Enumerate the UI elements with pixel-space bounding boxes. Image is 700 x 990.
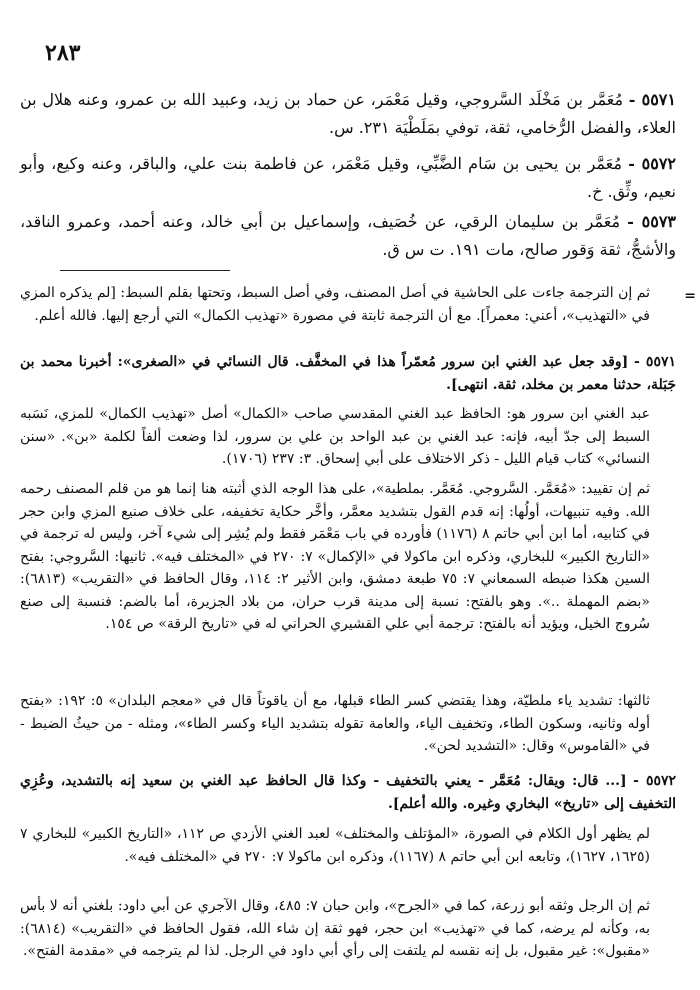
entry-5573 xyxy=(20,208,676,264)
note-number: ٥٥٧٢ - xyxy=(633,773,677,789)
entry-number: ٥٥٧٣ - xyxy=(627,212,677,231)
note-intro-text: ثم إن الترجمة جاءت على الحاشية في أصل المصنف، وفي أصل السبط، وتحتها بقلم السبط: [لم يذكره المزي في «التهذيب»، أعني: معمراً]. مع أن الترجمة ثابتة في مصورة «تهذيب الكمال» التي أرجع إليها. فالله أعلم. xyxy=(20,285,650,324)
note-5571 xyxy=(20,351,676,396)
note-paragraph xyxy=(20,690,676,758)
note-text: لم يظهر أول الكلام في الصورة، «المؤتلف والمختلف» لعبد الغني الأزدي ص ١١٢، «التاريخ الكبير» للبخاري ٧ (١٦٢٥، ١٦٢٧)، وتابعه ابن أبي حاتم ٨ (١١٦٧)، وذكره ابن ماكولا ٧: ٢٧٠ في «المختلف فيه». xyxy=(20,826,650,865)
note-intro xyxy=(20,282,676,327)
note-heading: [وقد جعل عبد الغني ابن سرور مُعمّراً هذا في المخفَّف. قال النسائي في «الصغرى»: أخبرنا محمد بن جَبَلة، حدثنا معمر بن مخلد، ثقة. انتهى]. xyxy=(20,354,676,393)
note-paragraph xyxy=(20,823,676,868)
note-text: ثالثها: تشديد ياء ملطيّة، وهذا يقتضي كسر الطاء قبلها، مع أن ياقوتاً قال في «معجم البلدان» ٥: ١٩٢: «بفتح أوله وثانيه، وسكون الطاء، وتخفيف الياء، والعامة تقوله بتشديد الياء وكسر الطاء»، ومثله - من حيثُ الضبط - في «القاموس» وقال: «التشديد لحن». xyxy=(20,693,650,754)
entry-number: ٥٥٧٢ - xyxy=(628,154,676,173)
page-number: ٢٨٣ xyxy=(45,40,81,66)
footnote-divider xyxy=(60,270,230,271)
note-paragraph xyxy=(20,478,676,636)
entry-5571 xyxy=(20,86,676,142)
entry-number: ٥٥٧١ - xyxy=(628,90,676,109)
note-number: ٥٥٧١ - xyxy=(633,354,676,370)
continuation-mark: = xyxy=(684,288,696,304)
note-text: ثم إن تقييد: «مُعَمَّر. السَّروجي. مُعَمَّر. بملطية»، على هذا الوجه الذي أثبته هنا إنما هو من قلم المصنف رحمه الله. وفيه تنبيهات، أولُها: إنه قدم القول بتشديد معمَّر، وأخَّر حكاية تخفيفه، على خلاف صنيع المزي وابن حجر في كتابيه، أما ابن أبي حاتم ٨ (١١٧٦) فأورده في باب مَعْمَر فقط ولم يُشِر إلى شيء آخر، وليس له ترجمة في «التاريخ الكبير» للبخاري، وذكره ابن ماكولا في «الإكمال» ٧: ٢٧٠ في «المختلف فيه». ثانيها: السَّروجي: بفتح السين هكذا ضبطه السمعاني ٧: ٧٥ طبعة دمشق، وابن الأثير ٢: ١١٤، وقال الحافظ في «التقريب» (٦٨١٣): «بضم المهملة ..». وهو بالفتح: نسبة إلى مدينة قرب حران، من بلاد الجزيرة، أما بالضم: فنسبة إلى صنع سُروج الخيل، ويؤيد أنه بالفتح: ترجمة أبي علي القشيري الحراني له في «تاريخ الرقة» ص ١٥٤. xyxy=(20,481,650,632)
note-paragraph xyxy=(20,895,676,963)
note-text: ثم إن الرجل وثقه أبو زرعة، كما في «الجرح»، وابن حبان ٧: ٤٨٥، وقال الآجري عن أبي داود: بلغني أنه لا بأس به، وكأنه لم يرضه، كما في «تهذيب» ابن حجر، فهو ثقة إن شاء الله، فقول الحافظ في «التقريب» (٦٨١٤): «مقبول»: غير مقبول، بل إنه نقسه لم يلتفت إلى رأي أبي داود في الرجل. لذا لم يترجمه في «مقدمة الفتح». xyxy=(20,898,651,959)
note-text: عبد الغني ابن سرور هو: الحافظ عبد الغني المقدسي صاحب «الكمال» أصل «تهذيب الكمال» للمزي، نَسَبه السبط إلى جدّ أبيه، فإنه: عبد الغني بن عبد الواحد بن علي بن سرور، لذا وضعت ألفاً لكلمة «بن». «سنن النسائي» كتاب قيام الليل - ذكر الاختلاف على أبي إسحاق. ٣: ٢٣٧ (١٧٠٦). xyxy=(20,406,650,467)
note-paragraph xyxy=(20,403,676,471)
entry-5572 xyxy=(20,150,676,206)
entry-text: مُعَمَّر بن مَخْلَد السَّروجي، وقيل مَعْمَر، عن حماد بن زيد، وعبيد الله بن عمرو، وعنه هلال بن العلاء، والفضل الرُّخامي، ثقة، توفي بمَلَطْيَة ٢٣١. س. xyxy=(20,90,676,137)
note-heading: [... قال: ويقال: مُعَمَّر - يعني بالتخفيف - وكذا قال الحافظ عبد الغني بن سعيد إنه بالتشديد، وعُزِي التخفيف إلى «تاريخ» البخاري وغيره. والله أعلم]. xyxy=(20,773,676,812)
note-5572 xyxy=(20,770,676,815)
entry-text: مُعَمَّر بن يحيى بن سَام الضَّبِّي، وقيل مَعْمَر، عن فاطمة بنت علي، والباقر، وعنه وكيع، وأبو نعيم، وثِّق. خ. xyxy=(20,154,676,201)
entry-text: مُعَمَّر بن سليمان الرقي، عن خُصَيف، وإسماعيل بن أبي خالد، وعنه أحمد، وعمرو الناقد، والأشجُّ، ثقة وَقور صالح، مات ١٩١. ت س ق. xyxy=(20,212,676,259)
